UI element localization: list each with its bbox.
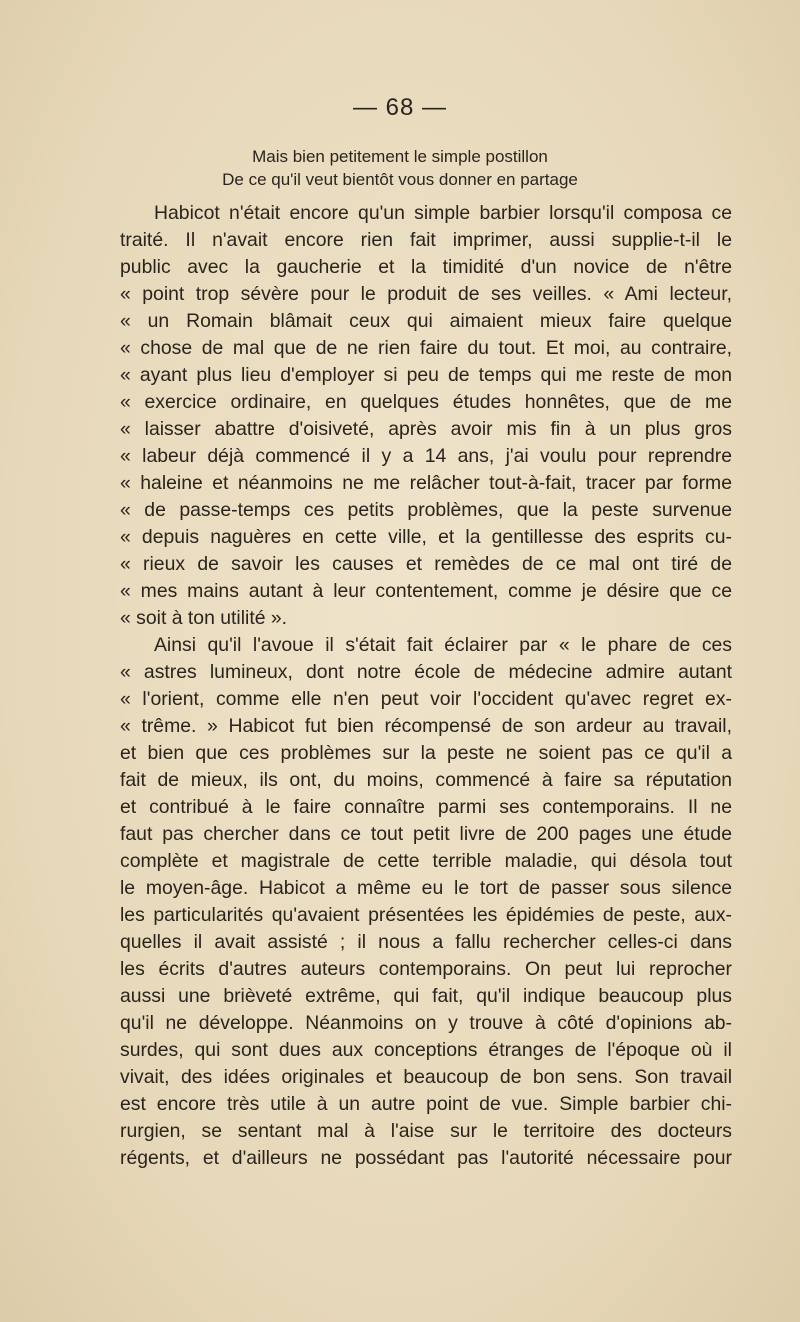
text-line: vivait, des idées originales et beaucoup de bon sens. Son travail: [120, 1066, 732, 1088]
page-number: — 68 —: [352, 94, 448, 121]
text-line: « rieux de savoir les causes et remèdes de ce mal ont tiré de: [120, 553, 732, 575]
text-line: « haleine et néanmoins ne me relâcher tout-à-fait, tracer par forme: [120, 472, 732, 494]
text-line: Ainsi qu'il l'avoue il s'était fait éclairer par « le phare de ces: [154, 634, 732, 656]
text-line: « point trop sévère pour le produit de ses veilles. « Ami lecteur,: [120, 283, 732, 305]
text-line: faut pas chercher dans ce tout petit livre de 200 pages une étude: [120, 823, 732, 845]
text-line: quelles il avait assisté ; il nous a fallu rechercher celles-ci dans: [120, 931, 732, 953]
verse-line-2: De ce qu'il veut bientôt vous donner en partage: [222, 170, 578, 189]
text-line: Habicot n'était encore qu'un simple barbier lorsqu'il composa ce: [154, 202, 732, 224]
text-line: complète et magistrale de cette terrible maladie, qui désola tout: [120, 850, 732, 872]
body-paragraphs: [120, 200, 732, 1172]
text-line: « laisser abattre d'oisiveté, après avoir mis fin à un plus gros: [120, 418, 732, 440]
text-line: fait de mieux, ils ont, du moins, commencé à faire sa réputation: [120, 769, 732, 791]
text-line: « soit à ton utilité ».: [120, 607, 288, 629]
text-line: « mes mains autant à leur contentement, comme je désire que ce: [120, 580, 732, 602]
text-line: « un Romain blâmait ceux qui aimaient mieux faire quelque: [120, 310, 732, 332]
text-line: le moyen-âge. Habicot a même eu le tort de passer sous silence: [120, 877, 732, 899]
text-line: les écrits d'autres auteurs contemporains. On peut lui reprocher: [120, 958, 732, 980]
text-line: et contribué à le faire connaître parmi ses contemporains. Il ne: [120, 796, 732, 818]
text-line: « exercice ordinaire, en quelques études honnêtes, que de me: [120, 391, 732, 413]
text-line: rurgien, se sentant mal à l'aise sur le territoire des docteurs: [120, 1120, 732, 1142]
text-line: « trême. » Habicot fut bien récompensé de son ardeur au travail,: [120, 715, 732, 737]
text-line: aussi une brièveté extrême, qui fait, qu'il indique beaucoup plus: [120, 985, 732, 1007]
text-line: « ayant plus lieu d'employer si peu de temps qui me reste de mon: [120, 364, 732, 386]
text-line: « astres lumineux, dont notre école de médecine admire autant: [120, 661, 732, 683]
text-line: régents, et d'ailleurs ne possédant pas l'autorité nécessaire pour: [120, 1147, 732, 1169]
text-line: qu'il ne développe. Néanmoins on y trouve à côté d'opinions ab-: [120, 1012, 732, 1034]
text-line: surdes, qui sont dues aux conceptions étranges de l'époque où il: [120, 1039, 732, 1061]
text-line: est encore très utile à un autre point de vue. Simple barbier chi-: [120, 1093, 732, 1115]
text-line: traité. Il n'avait encore rien fait imprimer, aussi supplie-t-il le: [120, 229, 732, 251]
text-line: « labeur déjà commencé il y a 14 ans, j'ai voulu pour reprendre: [120, 445, 732, 467]
text-line: « l'orient, comme elle n'en peut voir l'occident qu'avec regret ex-: [120, 688, 732, 710]
text-line: public avec la gaucherie et la timidité d'un novice de n'être: [120, 256, 732, 278]
text-line: et bien que ces problèmes sur la peste ne soient pas ce qu'il a: [120, 742, 732, 764]
text-line: les particularités qu'avaient présentées les épidémies de peste, aux-: [120, 904, 732, 926]
text-line: « depuis naguères en cette ville, et la gentillesse des esprits cu-: [120, 526, 732, 548]
text-line: « de passe-temps ces petits problèmes, que la peste survenue: [120, 499, 732, 521]
verse-line-1: Mais bien petitement le simple postillon: [252, 147, 548, 166]
text-line: « chose de mal que de ne rien faire du tout. Et moi, au contraire,: [120, 337, 732, 359]
